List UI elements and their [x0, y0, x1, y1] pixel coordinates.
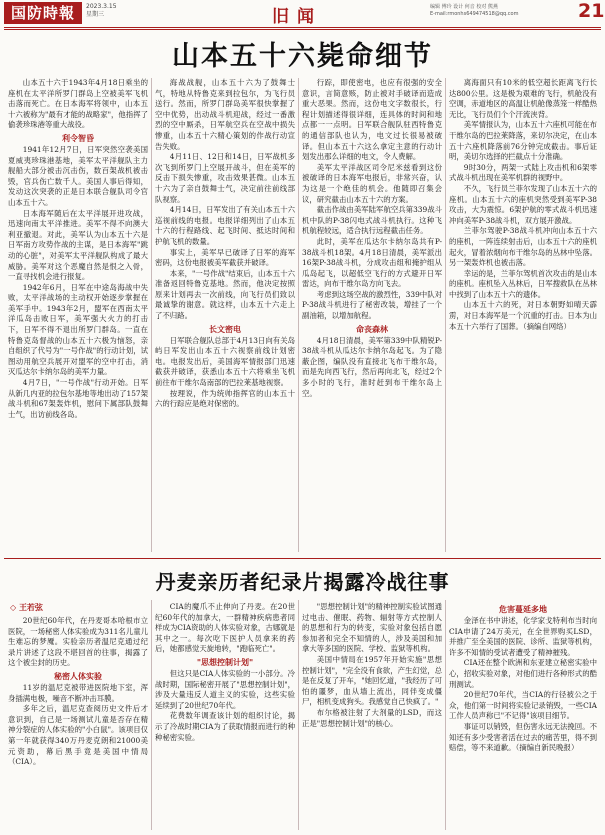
editor-credits: [430, 4, 578, 18]
paragraph: CIA还在整个欧洲和东亚建立秘密实验中心，招收实验对象，对他们进行各种形式的酷刑测试。: [449, 658, 597, 689]
paragraph: 美军情报认为，山本五十六座机可能在布干维尔岛的巴拉莱降落，来切尔决定，在山本五十六座机降落前76分钟完成截击。事后证明，美切尔选择的拦截点十分准确。: [449, 120, 597, 162]
paragraph: 20世纪70年代，当CIA的行径被公之于众，他们第一时间将实验记录销毁，一些CIA工作人员声称已"不记得"该项目细节。: [449, 690, 597, 721]
article-separator: [4, 558, 601, 559]
issue-date: 2023.3.15: [86, 3, 117, 10]
paragraph: 日本海军随后在太平洋展开进攻战，迅速向南太平洋推进。美军不得不向澳大利亚撤退。对此，美军认为山本五十六是日军南方攻势作战的主谋，是日本海军"跳动的心脏"，对美军太平洋舰队构成了最大威胁。美军对这个恶魔自然是恨之入骨，一直寻找机会进行报复。: [8, 208, 148, 282]
paragraph: 11岁的温尼克被带进医院地下室，浑身插满电极，噪音不断冲击耳膜。: [8, 682, 148, 703]
paragraph: 山本五十六于1943年4月18日乘坐的座机在太平洋所罗门群岛上空被美军飞机击落而死亡。在日本海军将领中，山本五十六被称为"最有才能的战略家"，他指挥了偷袭珍珠港等重大战役。: [8, 78, 148, 130]
column-divider: [298, 78, 299, 552]
paragraph: 4月18日清晨，美军第339中队精锐P-38战斗机从瓜达尔卡纳尔岛起飞。为了隐蔽企图，编队没有直接北飞布干维尔岛，而是先向西飞行，然后再向北飞，经过2个多小时的飞行，准时赶到布干维尔岛上空。: [302, 335, 442, 398]
column-divider: [445, 600, 446, 830]
paragraph: 幸运的是，兰菲尔驾机首次攻击的是山本的座机。座机坠入丛林后，日军搜救队在丛林中找到了山本五十六的遗体。: [449, 268, 597, 299]
article1-column-4: [449, 78, 597, 552]
paragraph: 20世纪60年代，在丹麦哥本哈根市立医院，一场秘密人体实验成为311名儿童儿生难忘的梦魇。实验亲历者温尼克通过纪录片讲述了这段不堪回首的往事，揭露了这个被尘封的历史。: [8, 616, 148, 668]
paragraph: 1941年12月7日，日军突然空袭美国夏威夷珍珠港基地，美军太平洋舰队主力舰船大部分被击沉击伤，数百架战机被击毁，官兵伤亡数千人。美国人事后得知，发动这次突袭的正是日本联合舰队司令官山本五十六。: [8, 144, 148, 207]
paragraph: 截击作战由美军陆军航空兵第339战斗机中队的P-38闪电式战斗机执行。这种飞机航程较远，适合执行远程截击任务。: [302, 205, 442, 236]
paragraph: CIA的魔爪不止伸向了丹麦。在20世纪60年代的加拿大，一群精神疾病患者同样成为CIA资助的人体实验对象，古娜就是其中之一。每次吃下医护人员拿来的药后，她都感觉天旋地转，"跑临死亡"。: [155, 602, 295, 654]
paragraph: 兰菲尔驾驶P-38战斗机冲向山本五十六的座机，一阵连续射击后，山本五十六的座机起火，冒着浓烟向布干维尔岛的丛林中坠落。另一架轰炸机也被击落。: [449, 226, 597, 268]
page-number: 21: [578, 0, 605, 22]
article2-column-4: [449, 602, 597, 830]
paragraph: 4月14日，日军发出了有关山本五十六巡视前线的电报。电报详细列出了山本五十六的行程路线、起飞时间、抵达时间和护航飞机的数量。: [155, 205, 295, 246]
paragraph: 1942年6月，日军在中途岛海战中失败，太平洋战场的主动权开始逐步掌握在美军手中。1943年2月，盟军在西南太平洋瓜岛击败日军，美军强大火力的打击下，日军不得不退出所罗门群岛。一直在特鲁克岛督战的山本五十六极为恼怒，亲自组织了代号为"一号作战"的行动计划，试图动用航空兵展开对盟军的空中打击，消灭瓜达尔卡纳尔岛的美军力量。: [8, 282, 148, 377]
subheading: 命丧森林: [356, 323, 388, 334]
paragraph: 考虑到这场空战的激烈性，339中队对P-38战斗机进行了秘密改装，增挂了一个副油箱，以增加航程。: [302, 289, 442, 321]
article1-column-2: [155, 78, 295, 552]
paragraph: 山本五十六的死，对日本朝野如晴天霹雳，对日本海军是一个沉重的打击。日本为山本五十六举行了国葬。（摘编自网络）: [449, 300, 597, 331]
column-divider: [151, 600, 152, 830]
paragraph: 此时，美军在瓜达尔卡纳尔岛共有P-38战斗机18架。4月18日清晨，美军派出16架P-38战斗机，分成攻击组和掩护组从瓜岛起飞，以超低空飞行的方式避开日军雷达，向布干维尔岛方向飞去。: [302, 236, 442, 289]
article-title-main: 山本五十六毙命细节: [172, 41, 433, 72]
paragraph: 海战战舰，山本五十六为了鼓舞士气，特地从特鲁克来到拉包尔，为飞行员送行。然而，所罗门群岛美军很快掌握了空中优势，出动战斗机迎战，经过一番激烈的空中厮杀，日军航空兵在空战中损失惨重，山本五十六精心策划的作战行动宣告失败。: [155, 78, 295, 151]
paragraph: 按理说，作为统帅指挥官的山本五十六的行踪应是绝对保密的。: [155, 388, 295, 409]
editor-names: 编辑 傅玲 设计 何音 校对 熊燕: [430, 4, 498, 10]
paragraph: 不久，飞行员兰菲尔发现了山本五十六的座机。山本五十六的座机突然受到美军P-38攻击，大为震惊。6架护航的零式战斗机迅速冲向美军P-38战斗机，双方展开激战。: [449, 183, 597, 225]
paragraph: 美军太平洋战区司令尼米兹看到这份被破译的日本海军电报后，非常兴奋，认为这是一个绝佳的机会。他随即召集会议，研究截击山本五十六的方案。: [302, 162, 442, 204]
paragraph: 事实上，美军早已破译了日军的海军密码，这份电报被美军截获并破译。: [155, 247, 295, 268]
paragraph: 但这只是CIA人体实验的一小部分。冷战时期，国际秘密开展了"思想控制计划"，涉及大量违反人道主义的实验，这些实验延续到了20世纪70年代。: [155, 668, 295, 710]
subheading: 利令智昏: [62, 132, 94, 143]
subheading: 长文密电: [209, 323, 241, 334]
article2-column-1: [8, 616, 148, 830]
editor-email: E-mail:rmonhs649474518@qq.com: [430, 11, 519, 17]
paragraph: 事证可以销毁，但伤害永远无法挽回。不知还有多少受害者活在过去的痛苦里，得不到赔偿，等不来道歉。（摘编自新民晚报）: [449, 721, 597, 753]
article1-column-3: [302, 78, 442, 552]
article-title-second: 丹麦亲历者纪录片揭露冷战往事: [155, 570, 450, 594]
header-rule-thin: [4, 29, 601, 30]
section-title: 旧闻: [272, 7, 322, 27]
paragraph: 多年之后，温尼克查阅历史文件后才意识到，自己是一场测试儿童是否存在精神分裂症的人体实验的"小白鼠"。该项目仅第一年就获得340万丹麦克朗和21000美元资助，幕后黑手竟是美国中情局（CIA）。: [8, 704, 148, 767]
subheading: "思想控制计划": [196, 656, 254, 667]
paragraph: 日军联合舰队总部于4月13日向有关岛屿日军发出山本五十六视察前线计划密电。电报发出后，美国海军情报部门迅速截获并破译，获悉山本五十六将乘坐飞机前往布干维尔岛南部的巴拉莱基地视察。: [155, 335, 295, 388]
subheading: 秘密人体实验: [54, 670, 102, 681]
paragraph: 离海面只有10米的低空超长距离飞行长达800公里。这是极为艰难的飞行，机舱没有空调，赤道地区的高温让机舱像蒸笼一样酷热无比，飞行员们个个汗流浃背。: [449, 78, 597, 119]
column-divider: [298, 600, 299, 830]
paragraph: 本来，"一号作战"结束后，山本五十六准备返回特鲁克基地。然而，他决定按照原来计划再去一次前线，向飞行员们致以最诚挚的谢意。就这样，山本五十六走上了不归路。: [155, 268, 295, 321]
paragraph: "思想控制计划"的精神控制实验试图通过电击、催眠、药物、辐射等方式控制人的思想和行为的转变，实验对象包括自愿参加者和完全不知情的人，涉及美国和加拿大等多国的医院、学校、监狱等机构。: [302, 602, 442, 654]
header-rule: [4, 27, 601, 28]
page-header: [0, 0, 605, 28]
paragraph: 花费数年调查该计划的组织讨论，揭示了冷战时期CIA为了获取情报而进行的种种秘密实验。: [155, 711, 295, 742]
paragraph: 布尔格被注射了大剂量的LSD，而这正是"思想控制计划"的核心。: [302, 707, 442, 728]
paragraph: 4月11日、12日和14日，日军战机多次飞到所罗门上空展开战斗，但在美军的反击下损失惨重，攻击效果甚微。山本五十六为了亲自鼓舞士气，决定前往前线部队视察。: [155, 152, 295, 204]
article2-author: ◇ 王若弦: [10, 603, 43, 612]
paragraph: 金泽在书中讲述，化学家戈特利布当时向CIA申请了24万美元，在全世界购买LSD，并推广至全美国的医院、诊所、监狱等机构，许多不知情的受试者遭受了精神摧残。: [449, 616, 597, 657]
article1-column-1: [8, 78, 148, 552]
column-divider: [445, 78, 446, 552]
newspaper-logo: 国防時報: [4, 2, 82, 24]
issue-date-block: [86, 3, 117, 19]
subheading: 危害蔓延多地: [499, 604, 547, 614]
paragraph: 9时30分，两架一式陆上攻击机和6架零式战斗机出现在美军机群的视野中。: [449, 162, 597, 183]
paragraph: 行踪，即使密电，也应有很强的安全意识，言简意赅，防止被对手破译而造成重大恶果。然而，这份电文字数很长，行程计划描述得很详细，连具体的时间和地点都一一点明。日军联合舰队驻西特鲁克的通信部队也认为，电文过长很易被破译。但山本五十六这么拿定主意的行动计划发出那么详细的电文，令人费解。: [302, 78, 442, 162]
column-divider: [151, 78, 152, 552]
paragraph: 4月7日，"一号作战"行动开始。日军从新几内亚的拉包尔基地等地出动了157架战斗机和67架轰炸机，慰问下属部队鼓舞士气，出访前线各岛。: [8, 378, 148, 419]
article2-column-2: [155, 602, 295, 830]
paragraph: 美国中情局在1957年开始实施"思想控制计划"，"完全没有食欲，产生幻觉，总是在反复了开车，"她回忆道，"我经历了可怕的噩梦，血从墙上流出，同伴变成僵尸，相机变成狗头。我感觉自己快疯了。": [302, 654, 442, 707]
article2-column-3: [302, 602, 442, 830]
issue-weekday: 星期三: [86, 11, 105, 18]
